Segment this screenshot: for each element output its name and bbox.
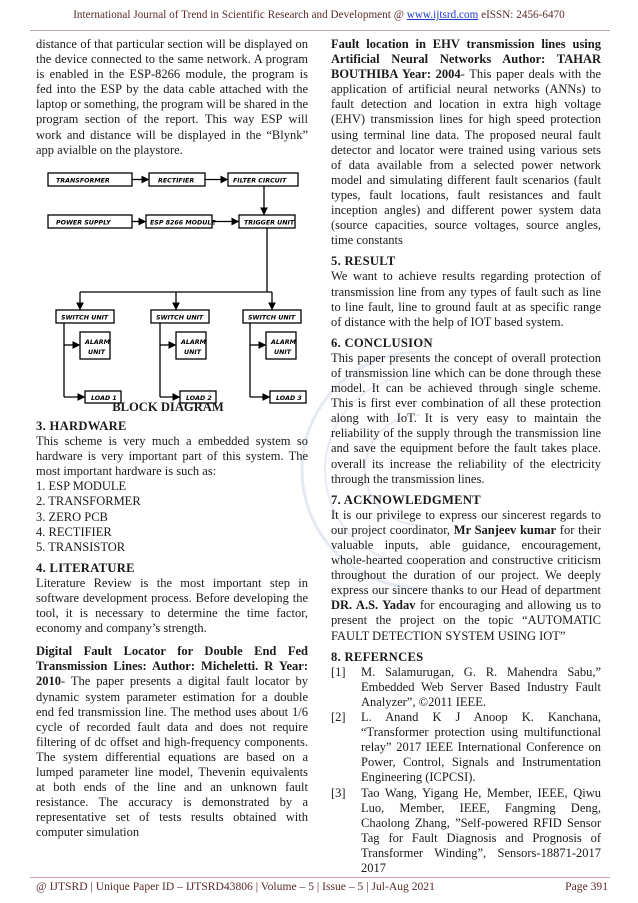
literature-paragraph: Literature Review is the most important step in software development process. Before developing the tool, it is necessary to determine the time factor, economy and company’s strength. xyxy=(36,575,308,636)
block-diagram xyxy=(36,164,308,414)
ehv-paragraph xyxy=(331,37,601,248)
digital-fault-locator-title: Digital Fault Locator for Double End Fed Transmission Lines: Author: Micheletti. R Year: 2010 xyxy=(36,644,308,689)
alarm-2-line1: ALARM xyxy=(181,338,206,346)
load-1-label: LOAD 1 xyxy=(91,394,117,402)
journal-name: International Journal of Trend in Scientific Research and Development @ xyxy=(73,9,407,21)
conclusion-heading: 6. CONCLUSION xyxy=(331,335,433,350)
reference-item xyxy=(331,710,601,785)
acknowledgment-paragraph xyxy=(331,508,601,644)
digital-fault-locator-text: - The paper presents a digital fault locator by dynamic system parameter estimation for a double end fed transmission line. The method uses about 1/6 cycle of recorded fault data and does not require filtering of dc offset and high-frequency components. The system differential equations are based on a lumped parameter line model, Thevenin equivalents at both ends of the line and an unknown fault resistance. The accuracy is demonstrated by a representative set of tests results obtained with computer simulation xyxy=(36,674,308,840)
conclusion-paragraph: This paper presents the concept of overall protection of transmission line which can be done through these model. It can be achieved through single scheme. This is first ever combination of all these protection along with IoT. It is very easy to maintain the reliability of the supply through the transmission line and save the equipment before the fault takes place. overall its increase the reliability of the electricity through the transmission lines. xyxy=(331,350,601,486)
result-heading: 5. RESULT xyxy=(331,254,396,269)
figure-caption: BLOCK DIAGRAM xyxy=(112,399,224,414)
reference-text: L. Anand K J Anoop K. Kanchana, “Transformer protection using multifunctional relay” 2017 IEEE International Conference on Power, Control, Signals and Instrumentation Engineering (ICPCSI). xyxy=(361,710,601,785)
issn: eISSN: 2456-6470 xyxy=(478,9,565,21)
list-item: 4. RECTIFIER xyxy=(36,524,112,539)
ack-text-3: for encouraging and allowing us to present the project on the topic “AUTOMATIC FAULT DETECTION SYSTEM USING IOT” xyxy=(331,598,601,643)
acknowledgment-heading: 7. ACKNOWLEDGMENT xyxy=(331,492,481,507)
journal-website-link[interactable]: www.ijtsrd.com xyxy=(406,9,479,21)
reference-text: Tao Wang, Yigang He, Member, IEEE, Qiwu Luo, Member, IEEE, Fangming Deng, Chaolong Zhang, ”Self-powered RFID Sensor Tag for Fault Diagnosis and Prognosis of Transformer Winding”, Sensors-18871-2017 2017 xyxy=(361,785,601,875)
power-supply-block xyxy=(48,215,132,228)
ack-text-1: It is our privilege to express our sincerest regards to our project coordinator, xyxy=(331,507,601,537)
filter-circuit-label: FILTER CIRCUIT xyxy=(233,177,287,185)
rectifier-label: RECTIFIER xyxy=(158,177,195,185)
alarm-unit-1-block xyxy=(80,332,111,359)
alarm-unit-2-block xyxy=(176,332,207,359)
references-heading: 8. REFERNCES xyxy=(331,649,424,664)
load-3-block xyxy=(270,391,306,403)
hardware-heading: 3. HARDWARE xyxy=(36,418,127,433)
coordinator-name: Mr Sanjeev kumar xyxy=(453,522,557,537)
reference-item xyxy=(331,786,601,877)
alarm-3-line2: UNIT xyxy=(274,348,292,356)
list-item: 1. ESP MODULE xyxy=(36,479,127,494)
alarm-1-line2: UNIT xyxy=(88,348,106,356)
result-paragraph: We want to achieve results regarding protection of transmission line from any types of fault such as line to line fault, line to ground fault at as specific range of distance with the help of IOT based system. xyxy=(331,269,601,329)
right-column xyxy=(331,37,601,876)
intro-paragraph: distance of that particular section will be displayed on the device connected to the same network. A program is enabled in the ESP-8266 module, the program is fed into the ESP by the data cable attached with the laptop or something, the program will be shared in the program section of the report. This way ESP will work and distance will be displayed in the “Blynk” app avialble on the playstore. xyxy=(36,37,308,157)
list-item: 5. TRANSISTOR xyxy=(36,539,126,554)
switch-unit-2-label: SWITCH UNIT xyxy=(156,314,204,322)
hod-name: DR. A.S. Yadav xyxy=(331,598,416,613)
alarm-3-line1: ALARM xyxy=(271,338,296,346)
reference-item xyxy=(331,665,601,710)
literature-heading: 4. LITERATURE xyxy=(36,560,135,575)
reference-number: [1] xyxy=(331,664,346,679)
list-item: 2. TRANSFORMER xyxy=(36,494,141,509)
footer-paper-info: @ IJTSRD | Unique Paper ID – IJTSRD43806 | Volume – 5 | Issue – 5 | Jul-Aug 2021 xyxy=(36,880,435,893)
left-column xyxy=(36,37,308,840)
reference-list xyxy=(331,665,601,876)
alarm-2-line2: UNIT xyxy=(184,348,202,356)
alarm-unit-3-block xyxy=(266,332,297,359)
header-divider xyxy=(30,30,610,31)
trigger-unit-block xyxy=(239,215,295,228)
running-footer xyxy=(36,880,608,893)
switch-unit-2-block xyxy=(151,310,209,323)
reference-number: [3] xyxy=(331,785,346,800)
transformer-block xyxy=(48,173,132,186)
ack-text-2: for their valuable inputs, able guidance, encouragement, whole-hearted cooperation and constructive criticism throughout the duration of our project. We deeply express our sincere thanks to our Head of department xyxy=(331,522,602,598)
ehv-title: Fault location in EHV transmission lines using Artificial Neural Networks Author: TAHAR BOUTHIBA Year: 2004 xyxy=(331,37,601,82)
switch-unit-1-block xyxy=(56,310,114,323)
reference-number: [2] xyxy=(331,710,346,725)
digital-fault-locator-paragraph xyxy=(36,644,308,840)
switch-unit-3-label: SWITCH UNIT xyxy=(248,314,296,322)
list-item: 3. ZERO PCB xyxy=(36,509,108,524)
rectifier-block xyxy=(149,173,205,186)
running-header xyxy=(0,9,638,21)
trigger-unit-label: TRIGGER UNIT xyxy=(244,219,295,227)
esp-module-block xyxy=(146,215,216,228)
load-2-label: LOAD 2 xyxy=(186,394,212,402)
switch-unit-1-label: SWITCH UNIT xyxy=(61,314,109,322)
filter-circuit-block xyxy=(228,173,298,186)
load-3-label: LOAD 3 xyxy=(276,394,302,402)
power-supply-label: POWER SUPPLY xyxy=(56,219,111,227)
alarm-1-line1: ALARM xyxy=(85,338,110,346)
page-number: Page 391 xyxy=(565,880,608,893)
transformer-label: TRANSFORMER xyxy=(56,177,110,185)
reference-text: M. Salamurugan, G. R. Mahendra Sabu,” Embedded Web Server Based Industry Fault Analyzer”, ©2011 IEEE. xyxy=(361,664,601,709)
footer-divider xyxy=(30,877,610,878)
hardware-list xyxy=(36,479,308,554)
hardware-paragraph: This scheme is very much a embedded system so hardware is very important part of this system. The most important hardware is such as: xyxy=(36,434,308,479)
esp-module-label: ESP 8266 MODULE xyxy=(150,219,216,227)
ehv-text: - This paper deals with the application of artificial neural networks (ANNs) to fault detection and location in extra high voltage (EHV) transmission lines for high speed protection using terminal line data. The proposed neural fault detector and locator were trained using various sets of data available from a selected power network model and simulating different fault scenarios (fault types, fault locations, fault resistances and fault inception angles) and different power system data (source capacities, source voltages, source angles, time constants xyxy=(331,67,601,248)
switch-unit-3-block xyxy=(243,310,301,323)
